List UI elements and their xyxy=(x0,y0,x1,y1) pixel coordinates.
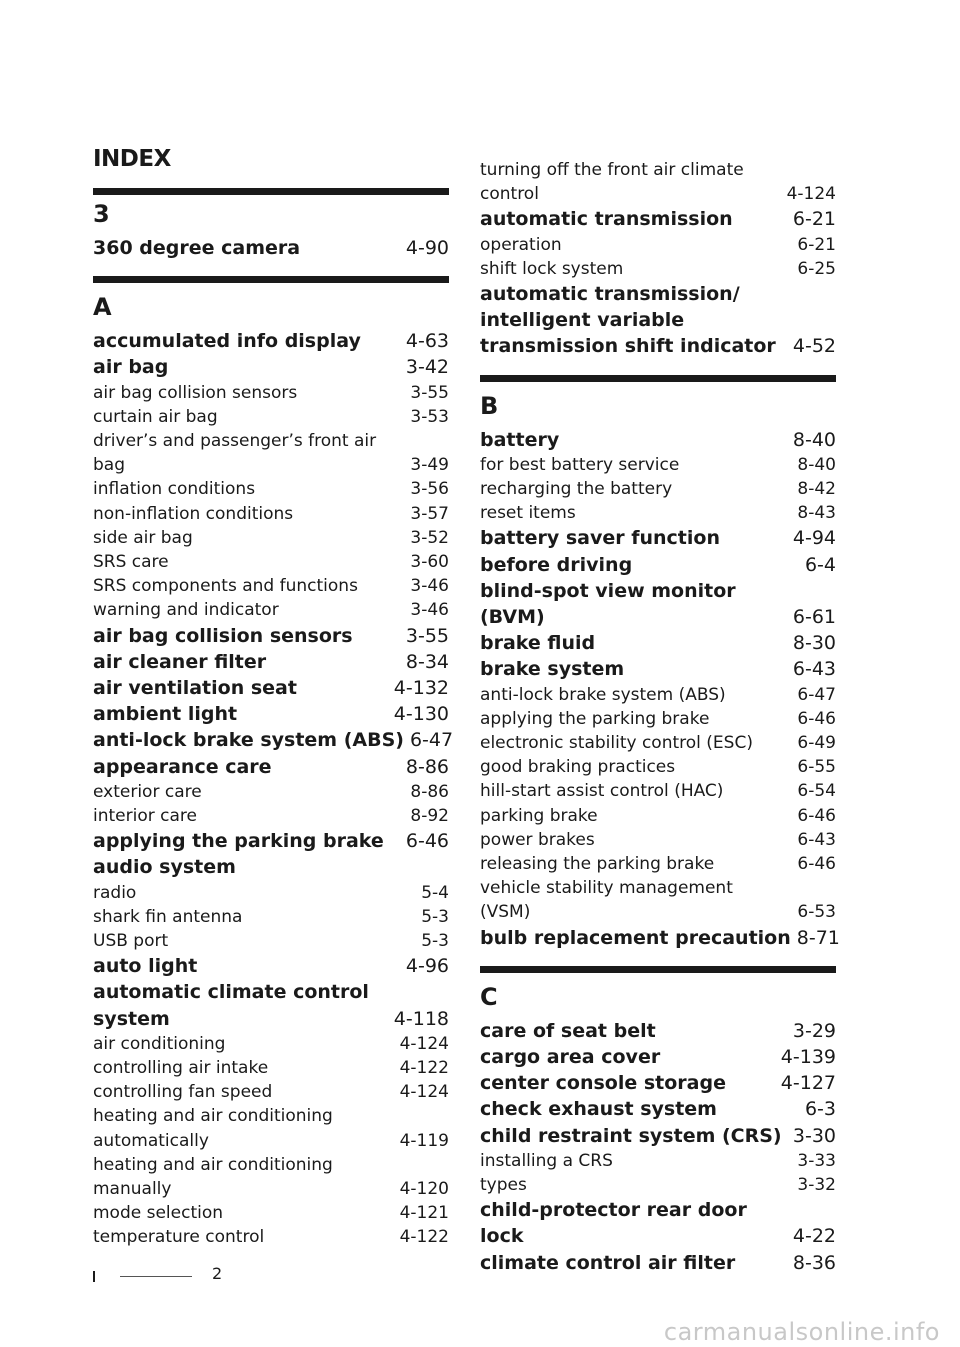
index-entry xyxy=(93,980,449,1004)
index-subentry xyxy=(93,454,449,476)
index-subentry xyxy=(480,756,836,778)
entry-term: SRS components and functions xyxy=(93,576,358,597)
entry-page: 6-46 xyxy=(797,708,836,729)
entry-term: brake system xyxy=(480,658,625,681)
index-subentry xyxy=(93,882,449,904)
entry-term: lock xyxy=(480,1225,524,1248)
entry-page: 3-56 xyxy=(410,479,449,500)
entry-term: hill-start assist control (HAC) xyxy=(480,781,724,802)
entry-page: 3-29 xyxy=(792,1019,836,1042)
section-divider xyxy=(480,966,836,973)
entry-term: bag xyxy=(93,455,125,476)
entry-page: 6-61 xyxy=(792,606,836,628)
index-subentry xyxy=(480,1174,836,1196)
entry-page: 3-55 xyxy=(410,382,449,403)
index-subentry xyxy=(93,382,449,404)
entry-term: control xyxy=(480,184,539,205)
section-divider xyxy=(93,276,449,283)
entry-term: (VSM) xyxy=(480,902,531,923)
section-divider xyxy=(480,375,836,382)
index-entry xyxy=(93,829,449,853)
entry-term: interior care xyxy=(93,806,197,826)
entry-term: automatic transmission xyxy=(480,208,733,231)
index-entry xyxy=(93,1007,449,1031)
index-entry xyxy=(480,1198,836,1222)
entry-page: 4-96 xyxy=(405,955,449,978)
index-subentry xyxy=(93,1130,449,1152)
index-subentry xyxy=(480,805,836,827)
entry-page: 4-118 xyxy=(393,1007,449,1030)
entry-term: warning and indicator xyxy=(93,600,279,621)
index-entry xyxy=(93,650,449,674)
entry-page: 4-90 xyxy=(405,237,449,259)
entry-page: 3-60 xyxy=(410,552,449,572)
entry-term: system xyxy=(93,1007,170,1030)
entry-term: auto light xyxy=(93,955,198,978)
entry-page: 4-127 xyxy=(780,1072,836,1095)
index-entry xyxy=(93,329,449,353)
entry-term: air bag collision sensors xyxy=(93,382,298,403)
entry-page: 6-43 xyxy=(797,829,836,850)
entry-page: 6-46 xyxy=(797,854,836,874)
entry-term: shift lock system xyxy=(480,258,624,279)
entry-page: 8-40 xyxy=(797,454,836,475)
entry-term: care of seat belt xyxy=(480,1019,656,1042)
index-subentry xyxy=(480,502,836,524)
index-entry xyxy=(480,657,836,681)
entry-page: 4-124 xyxy=(399,1033,449,1054)
index-entry xyxy=(480,1224,836,1248)
index-entry xyxy=(93,954,449,978)
entry-term: appearance care xyxy=(93,755,272,778)
index-entry xyxy=(93,676,449,700)
section-letter: A xyxy=(93,293,112,322)
index-entry xyxy=(93,728,454,752)
entry-term: heating and air conditioning xyxy=(93,1154,333,1175)
index-subentry xyxy=(93,1154,449,1176)
index-subentry xyxy=(480,829,836,851)
index-subentry xyxy=(93,599,449,621)
index-entry xyxy=(93,755,449,779)
entry-page: 4-94 xyxy=(792,527,836,550)
index-subentry xyxy=(93,430,449,452)
entry-term: side air bag xyxy=(93,527,193,548)
entry-term: releasing the parking brake xyxy=(480,854,715,874)
entry-page: 6-55 xyxy=(797,757,836,778)
index-entry xyxy=(93,702,449,726)
entry-term: bulb replacement precaution xyxy=(480,926,791,949)
entry-page: 4-122 xyxy=(399,1227,449,1248)
index-subentry xyxy=(480,258,836,280)
index-entry xyxy=(93,624,449,648)
entry-page: 6-21 xyxy=(797,234,836,255)
entry-term: child restraint system (CRS) xyxy=(480,1124,782,1147)
entry-page: 5-4 xyxy=(421,882,449,903)
entry-page: 5-3 xyxy=(421,931,449,951)
entry-term: shark fin antenna xyxy=(93,906,243,927)
index-subentry xyxy=(93,1226,449,1248)
index-subentry xyxy=(93,1057,449,1079)
entry-term: temperature control xyxy=(93,1227,265,1248)
entry-page: 3-30 xyxy=(792,1124,836,1147)
index-subentry xyxy=(93,1202,449,1224)
index-subentry xyxy=(480,159,836,181)
entry-page: 4-132 xyxy=(393,677,449,699)
entry-page: 5-3 xyxy=(421,906,449,927)
entry-page: 8-36 xyxy=(792,1251,836,1274)
entry-term: accumulated info display xyxy=(93,330,361,353)
entry-page: 3-55 xyxy=(405,624,449,647)
entry-page: 3-33 xyxy=(797,1150,836,1171)
entry-term: heating and air conditioning xyxy=(93,1106,333,1127)
entry-term: anti-lock brake system (ABS) xyxy=(480,684,726,705)
entry-term: curtain air bag xyxy=(93,406,218,427)
entry-page: 3-42 xyxy=(405,356,449,379)
entry-term: USB port xyxy=(93,931,169,951)
entry-page: 3-52 xyxy=(410,527,449,548)
entry-term: child-protector rear door xyxy=(480,1199,747,1222)
index-subentry xyxy=(93,551,449,573)
section-divider xyxy=(93,188,449,195)
index-entry xyxy=(480,553,836,577)
index-subentry xyxy=(93,575,449,597)
index-entry xyxy=(480,428,836,452)
entry-term: driver’s and passenger’s front air xyxy=(93,431,377,451)
entry-term: inflation conditions xyxy=(93,479,256,500)
entry-term: mode selection xyxy=(93,1203,224,1224)
footer-divider xyxy=(120,1276,192,1277)
entry-term: battery saver function xyxy=(480,527,720,550)
entry-term: controlling fan speed xyxy=(93,1082,273,1103)
entry-page: 6-21 xyxy=(792,208,836,231)
index-entry xyxy=(93,855,449,879)
entry-page: 3-32 xyxy=(797,1175,836,1195)
index-entry xyxy=(480,1019,836,1043)
index-entry xyxy=(480,631,836,655)
entry-page: 6-43 xyxy=(792,658,836,681)
entry-page: 3-49 xyxy=(410,455,449,476)
index-subentry xyxy=(480,708,836,730)
index-subentry xyxy=(480,454,836,476)
entry-term: blind-spot view monitor xyxy=(480,579,736,602)
entry-term: air bag collision sensors xyxy=(93,624,353,647)
entry-page: 4-22 xyxy=(792,1225,836,1248)
entry-term: ambient light xyxy=(93,703,238,726)
entry-term: before driving xyxy=(480,553,633,576)
entry-term: applying the parking brake xyxy=(480,708,710,729)
entry-term: air conditioning xyxy=(93,1033,226,1054)
entry-page: 8-86 xyxy=(410,781,449,802)
entry-term: anti-lock brake system (ABS) xyxy=(93,729,404,752)
entry-page: 8-34 xyxy=(405,650,449,673)
entry-page: 4-119 xyxy=(399,1130,449,1151)
index-subentry xyxy=(480,853,836,875)
entry-term: (BVM) xyxy=(480,606,545,628)
entry-term: transmission shift indicator xyxy=(480,335,776,358)
entry-term: intelligent variable xyxy=(480,309,685,332)
index-entry xyxy=(480,579,836,603)
entry-page: 8-42 xyxy=(797,479,836,499)
watermark: carmanualsonline.info xyxy=(663,1318,940,1346)
index-subentry xyxy=(93,406,449,428)
index-subentry xyxy=(480,877,836,899)
index-entry xyxy=(480,1045,836,1069)
entry-page: 4-130 xyxy=(393,703,449,726)
entry-page: 4-52 xyxy=(792,335,836,358)
entry-page: 4-63 xyxy=(405,330,449,353)
entry-page: 6-53 xyxy=(797,902,836,923)
entry-term: reset items xyxy=(480,503,576,524)
entry-term: SRS care xyxy=(93,552,169,572)
entry-page: 4-121 xyxy=(399,1203,449,1224)
entry-term: air cleaner filter xyxy=(93,650,267,673)
entry-term: non-inflation conditions xyxy=(93,503,294,524)
entry-term: air ventilation seat xyxy=(93,677,297,699)
entry-term: center console storage xyxy=(480,1072,726,1095)
entry-page: 6-25 xyxy=(797,258,836,279)
entry-page: 3-57 xyxy=(410,503,449,524)
entry-term: applying the parking brake xyxy=(93,830,384,853)
entry-term: good braking practices xyxy=(480,757,676,778)
entry-page: 6-3 xyxy=(804,1098,836,1121)
index-subentry xyxy=(480,780,836,802)
entry-term: electronic stability control (ESC) xyxy=(480,733,753,753)
entry-term: recharging the battery xyxy=(480,479,673,499)
index-entry xyxy=(480,1097,836,1121)
index-subentry xyxy=(93,503,449,525)
entry-term: automatic transmission/ xyxy=(480,283,740,305)
entry-term: cargo area cover xyxy=(480,1046,661,1068)
index-entry xyxy=(480,605,836,629)
entry-page: 4-124 xyxy=(786,184,836,205)
entry-page: 6-46 xyxy=(797,805,836,826)
entry-page: 4-124 xyxy=(399,1082,449,1103)
entry-term: air bag xyxy=(93,356,169,379)
index-subentry xyxy=(93,781,449,803)
entry-page: 3-46 xyxy=(410,600,449,621)
entry-term: controlling air intake xyxy=(93,1058,269,1078)
entry-term: power brakes xyxy=(480,829,595,850)
index-subentry xyxy=(93,1081,449,1103)
entry-term: automatic climate control xyxy=(93,981,369,1004)
entry-page: 3-53 xyxy=(410,406,449,427)
entry-page: 6-4 xyxy=(804,553,836,576)
entry-term: operation xyxy=(480,234,562,255)
index-entry xyxy=(480,308,836,332)
index-subentry xyxy=(93,527,449,549)
entry-term: turning off the front air climate xyxy=(480,160,744,180)
index-entry xyxy=(93,355,449,379)
index-entry xyxy=(480,926,840,950)
index-subentry xyxy=(93,1105,449,1127)
entry-page: 8-92 xyxy=(410,806,449,826)
entry-term: for best battery service xyxy=(480,454,680,475)
index-subentry xyxy=(480,901,836,923)
entry-page: 4-122 xyxy=(399,1058,449,1078)
entry-term: 360 degree camera xyxy=(93,237,301,259)
index-subentry xyxy=(480,234,836,256)
index-subentry xyxy=(93,1033,449,1055)
index-entry xyxy=(480,282,836,306)
entry-page: 8-30 xyxy=(792,632,836,655)
entry-page: 6-46 xyxy=(405,830,449,853)
entry-page: 6-54 xyxy=(797,781,836,802)
section-letter: B xyxy=(480,391,499,420)
index-subentry xyxy=(480,478,836,500)
entry-page: 4-139 xyxy=(780,1046,836,1068)
entry-page: 8-40 xyxy=(792,428,836,451)
entry-term: manually xyxy=(93,1179,172,1199)
index-entry xyxy=(480,526,836,550)
entry-page: 6-47 xyxy=(797,684,836,705)
index-subentry xyxy=(93,478,449,500)
entry-term: brake fluid xyxy=(480,632,596,655)
entry-term: vehicle stability management xyxy=(480,878,733,899)
entry-page: 8-86 xyxy=(405,755,449,778)
entry-term: exterior care xyxy=(93,781,202,802)
entry-term: radio xyxy=(93,882,137,903)
page-title: INDEX xyxy=(93,146,171,172)
entry-page: 6-49 xyxy=(797,733,836,753)
entry-term: parking brake xyxy=(480,805,598,826)
entry-term: installing a CRS xyxy=(480,1150,613,1171)
page-number: 2 xyxy=(212,1264,223,1283)
index-entry xyxy=(480,207,836,231)
entry-term: check exhaust system xyxy=(480,1098,717,1121)
entry-term: battery xyxy=(480,428,560,451)
index-subentry xyxy=(93,1178,449,1200)
index-entry xyxy=(480,1071,836,1095)
entry-term: types xyxy=(480,1175,527,1195)
entry-page: 8-71 xyxy=(796,926,840,949)
entry-page: 8-43 xyxy=(797,503,836,524)
index-entry xyxy=(480,1124,836,1148)
index-subentry xyxy=(93,906,449,928)
index-entry xyxy=(480,334,836,358)
index-subentry xyxy=(93,930,449,952)
section-letter: 3 xyxy=(93,200,110,228)
entry-term: automatically xyxy=(93,1130,209,1151)
index-subentry xyxy=(480,684,836,706)
section-marker xyxy=(93,1271,95,1282)
index-subentry xyxy=(480,1150,836,1172)
index-subentry xyxy=(93,805,449,827)
entry-page: 4-120 xyxy=(399,1179,449,1199)
index-subentry xyxy=(480,732,836,754)
entry-page: 3-46 xyxy=(410,576,449,597)
index-subentry xyxy=(480,183,836,205)
entry-page: 6-47 xyxy=(409,729,454,752)
index-entry xyxy=(93,236,449,260)
section-letter: C xyxy=(480,982,498,1011)
entry-term: audio system xyxy=(93,856,236,879)
entry-term: climate control air filter xyxy=(480,1251,736,1274)
index-entry xyxy=(480,1251,836,1275)
